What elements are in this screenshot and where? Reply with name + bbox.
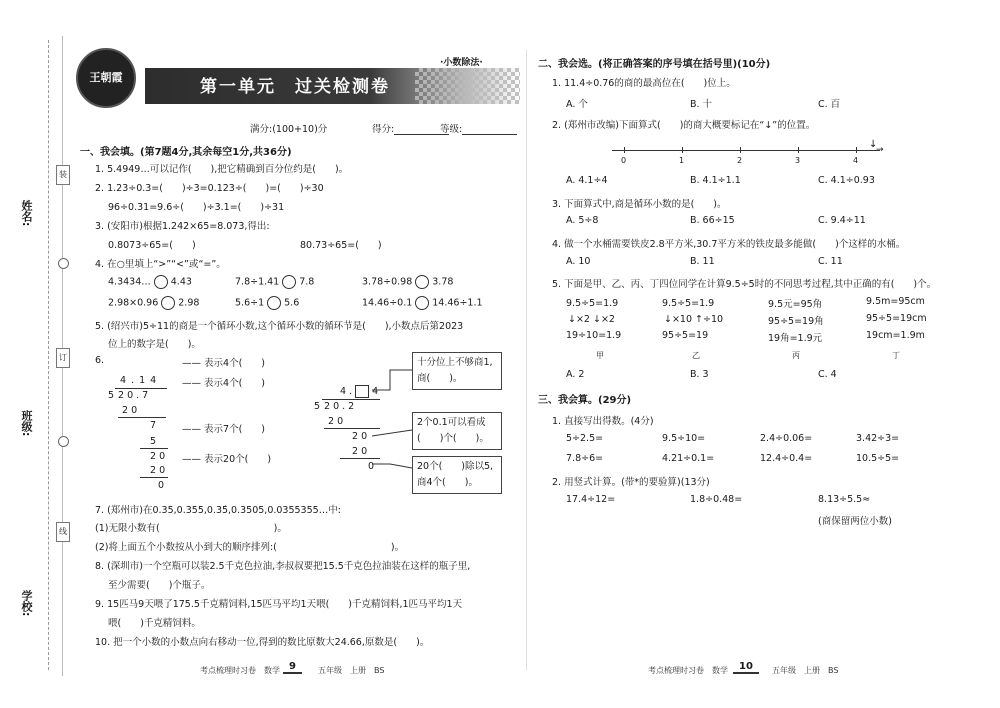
fill-q2a: 2. 1.23÷0.3=( )÷3=0.123÷( )=( )÷30 bbox=[95, 183, 324, 194]
method-line: 95÷5=19cm bbox=[866, 313, 927, 324]
calc-note: (商保留两位小数) bbox=[818, 516, 892, 527]
footer-left: 考点梳理时习卷 数学 bbox=[200, 666, 280, 675]
division-quotient: 4 . 1 4 bbox=[120, 375, 158, 386]
choice-option[interactable]: A. 个 bbox=[566, 99, 588, 110]
tick-label: 4 bbox=[853, 156, 859, 165]
method-arrow-label: ÷10 bbox=[703, 314, 724, 325]
division-step: 2 0 bbox=[122, 405, 138, 416]
answer-box[interactable] bbox=[355, 385, 369, 398]
division-step: 5 bbox=[150, 436, 157, 447]
division-step: 2 0 bbox=[352, 431, 368, 442]
compare-circle[interactable] bbox=[161, 296, 175, 310]
student-name: 乙 bbox=[692, 351, 700, 360]
compare-circle[interactable] bbox=[154, 275, 168, 289]
calc-q1: 1. 直接写出得数。(4分) bbox=[552, 416, 654, 427]
explain-box: 20个( )除以5,商4个( )。 bbox=[412, 456, 502, 494]
connector-lines bbox=[370, 360, 414, 470]
division-note-text: 表示7个( ) bbox=[204, 424, 265, 435]
method-arrow-label: ×2 bbox=[575, 314, 590, 325]
tick bbox=[682, 147, 683, 153]
choice-option[interactable]: A. 5÷8 bbox=[566, 215, 599, 226]
section-3-heading: 三、我会算。(29分) bbox=[538, 395, 632, 406]
compare-circle[interactable] bbox=[267, 296, 281, 310]
footer-right: 考点梳理时习卷 数学 bbox=[648, 666, 728, 675]
fill-q8b: 至少需要( )个瓶子。 bbox=[108, 580, 211, 591]
tick-label: 2 bbox=[737, 156, 743, 165]
division-note-text: 表示4个( ) bbox=[204, 378, 265, 389]
choice-q1: 1. 11.4÷0.76的商的最高位在( )位上。 bbox=[552, 78, 736, 89]
fill-q1: 1. 5.4949…可以记作( ),把它精确到百分位约是( )。 bbox=[95, 164, 349, 175]
method-line: 9.5m=95cm bbox=[866, 296, 925, 307]
binding-tag: 订 bbox=[56, 348, 70, 368]
student-name: 甲 bbox=[596, 351, 604, 360]
choice-option[interactable]: C. 百 bbox=[818, 99, 841, 110]
tick-label: 3 bbox=[795, 156, 801, 165]
calc-item: 3.42÷3= bbox=[856, 433, 900, 444]
compare-right: 14.46÷1.1 bbox=[432, 297, 483, 309]
choice-option[interactable]: A. 2 bbox=[566, 369, 585, 380]
division2-divisor: 5 bbox=[314, 401, 321, 412]
arrow-down-icon: → bbox=[876, 145, 884, 155]
student-name: 丁 bbox=[892, 351, 900, 360]
division-step: 2 0 bbox=[150, 451, 166, 462]
division-note-text: 表示20个( ) bbox=[204, 454, 272, 465]
grade-blank[interactable] bbox=[462, 124, 517, 135]
choice-option[interactable]: C. 9.4÷11 bbox=[818, 215, 866, 226]
division-note: —— 表示20个( ) bbox=[182, 454, 272, 465]
score-label bbox=[372, 121, 449, 135]
fill-q3a: 3. (安阳市)根据1.242×65=8.073,得出: bbox=[95, 221, 270, 232]
division2-dividend: 2 0 . 2 bbox=[324, 401, 355, 412]
compare-item bbox=[362, 275, 453, 289]
calc-q2: 2. 用竖式计算。(带*的要验算)(13分) bbox=[552, 477, 710, 488]
compare-item bbox=[108, 275, 192, 289]
choice-q3: 3. 下面算式中,商是循环小数的是( )。 bbox=[552, 199, 727, 210]
publisher-logo: 王朝霞 bbox=[76, 48, 136, 108]
fill-q7b: (2)将上面五个小数按从小到大的顺序排列:( )。 bbox=[95, 542, 405, 553]
division-step: 2 0 bbox=[150, 465, 166, 476]
compare-right: 7.8 bbox=[299, 276, 315, 288]
punch-hole bbox=[58, 258, 69, 269]
method-line: 9.5元=95角 bbox=[768, 299, 823, 310]
banner-pattern bbox=[415, 68, 520, 104]
choice-q2: 2. (郑州市改编)下面算式( )的商大概要标记在“↓”的位置。 bbox=[552, 120, 816, 131]
score-line: 满分:(100+10)分 bbox=[250, 124, 328, 135]
compare-circle[interactable] bbox=[282, 275, 296, 289]
calc-item: 9.5÷10= bbox=[662, 433, 706, 444]
method-line: 9.5÷5=1.9 bbox=[662, 298, 715, 309]
compare-item bbox=[108, 296, 199, 310]
grade-label bbox=[440, 121, 517, 135]
tick-label: 1 bbox=[679, 156, 685, 165]
compare-item bbox=[362, 296, 483, 310]
method-arrow: ↓×2 ↓×2 bbox=[568, 314, 615, 325]
vertical-calc-item: 1.8÷0.48= bbox=[690, 494, 743, 505]
page-divider bbox=[526, 50, 527, 670]
vertical-calc-item: 17.4÷12= bbox=[566, 494, 616, 505]
fill-q2b: 96÷0.31=9.6÷( )÷3.1=( )÷31 bbox=[108, 202, 285, 213]
page-title: 第一单元 过关检测卷 bbox=[200, 77, 390, 97]
calc-item: 10.5÷5= bbox=[856, 453, 900, 464]
division-note-text: 表示4个( ) bbox=[204, 358, 265, 369]
binding-dashed-line bbox=[48, 40, 50, 670]
fill-q10: 10. 把一个小数的小数点向右移动一位,得到的数比原数大24.66,原数是( )。 bbox=[95, 637, 430, 648]
page-number: 9 bbox=[283, 661, 302, 674]
fill-q7a: (1)无限小数有( )。 bbox=[95, 523, 287, 534]
method-arrow-label: ×10 bbox=[671, 314, 693, 325]
compare-circle[interactable] bbox=[415, 275, 429, 289]
score-label-text: 得分: bbox=[372, 124, 395, 135]
fill-q8a: 8. (深圳市)一个空瓶可以装2.5千克色拉油,李叔叔要把15.5千克色拉油装在这样的瓶子里, bbox=[95, 561, 471, 572]
choice-option[interactable]: B. 十 bbox=[690, 99, 713, 110]
tick bbox=[856, 147, 857, 153]
division2-quotient-text: 4 . bbox=[340, 386, 353, 397]
tick bbox=[624, 147, 625, 153]
page-number: 10 bbox=[733, 661, 759, 674]
choice-option[interactable]: C. 11 bbox=[818, 256, 843, 267]
compare-circle[interactable] bbox=[415, 296, 429, 310]
fill-q7: 7. (郑州市)在0.35,0.355,0.35̇,0.3505,0.0355355…中: bbox=[95, 505, 341, 516]
compare-left: 2.98×0.96 bbox=[108, 297, 159, 309]
school-label: 学校: bbox=[20, 590, 33, 617]
method-arrow-label: ×2 bbox=[600, 314, 615, 325]
division-bar bbox=[115, 388, 167, 389]
method-line: 95÷5=19 bbox=[662, 330, 709, 341]
footer-left-grade: 五年级 上册 BS bbox=[318, 666, 385, 675]
calc-item: 12.4÷0.4= bbox=[760, 453, 813, 464]
calc-item: 4.21÷0.1= bbox=[662, 453, 715, 464]
choice-option[interactable]: B. 66÷15 bbox=[690, 215, 735, 226]
fill-q9b: 喂( )千克精饲料。 bbox=[108, 618, 201, 629]
explain-box: 2个0.1可以看成( )个( )。 bbox=[412, 412, 502, 450]
choice-option[interactable]: A. 4.1÷4 bbox=[566, 175, 608, 186]
choice-option[interactable]: A. 10 bbox=[566, 256, 591, 267]
compare-left: 14.46÷0.1 bbox=[362, 297, 413, 309]
tick bbox=[798, 147, 799, 153]
method-line: 19cm=1.9m bbox=[866, 330, 925, 341]
choice-q5: 5. 下面是甲、乙、丙、丁四位同学在计算9.5÷5时的不同思考过程,其中正确的有( )个。 bbox=[552, 279, 937, 290]
calc-item: 7.8÷6= bbox=[566, 453, 604, 464]
method-line: 9.5÷5=1.9 bbox=[566, 298, 619, 309]
vertical-calc-item: 8.13÷5.5≈ bbox=[818, 494, 871, 505]
compare-item bbox=[235, 275, 314, 289]
choice-option[interactable]: B. 3 bbox=[690, 369, 709, 380]
compare-left: 3.78÷0.98 bbox=[362, 276, 413, 288]
compare-item bbox=[235, 296, 299, 310]
method-line: 19角=1.9元 bbox=[768, 333, 823, 344]
compare-left: 4.3434… bbox=[108, 276, 151, 288]
unit-tag: ·小数除法· bbox=[440, 58, 483, 68]
division-step: 2 0 bbox=[352, 446, 368, 457]
calc-item: 5÷2.5= bbox=[566, 433, 604, 444]
student-name: 丙 bbox=[792, 351, 800, 360]
fill-q5b: 位上的数字是( )。 bbox=[108, 339, 201, 350]
method-line: 19÷10=1.9 bbox=[566, 330, 622, 341]
number-line bbox=[612, 150, 880, 151]
compare-right: 2.98 bbox=[178, 297, 200, 309]
class-label: 班级: bbox=[20, 410, 33, 437]
division-note: —— 表示4个( ) bbox=[182, 378, 265, 389]
compare-left: 5.6÷1 bbox=[235, 297, 265, 309]
compare-right: 4.43 bbox=[170, 276, 192, 288]
calc-item: 2.4÷0.06= bbox=[760, 433, 813, 444]
tick bbox=[740, 147, 741, 153]
compare-right: 5.6 bbox=[284, 297, 300, 309]
choice-option[interactable]: B. 4.1÷1.1 bbox=[690, 175, 741, 186]
name-label: 姓名: bbox=[20, 200, 33, 227]
footer-right-grade: 五年级 上册 BS bbox=[772, 666, 839, 675]
tick-label: 0 bbox=[621, 156, 627, 165]
division-step: 2 0 bbox=[328, 416, 344, 427]
division-divisor: 5 bbox=[108, 390, 115, 401]
division-step: 0 bbox=[368, 461, 375, 472]
fill-q6: 6. bbox=[95, 355, 105, 366]
explain-box: 十分位上不够商1,商( )。 bbox=[412, 352, 502, 390]
choice-option[interactable]: C. 4 bbox=[818, 369, 837, 380]
choice-option[interactable]: C. 4.1÷0.93 bbox=[818, 175, 875, 186]
division-note: —— 表示4个( ) bbox=[182, 358, 265, 369]
division-step: 7 bbox=[150, 420, 157, 431]
binding-tag: 线 bbox=[56, 522, 70, 542]
division-step: 0 bbox=[158, 480, 165, 491]
fill-q3c: 80.73÷65=( ) bbox=[300, 240, 382, 251]
fill-q5a: 5. (绍兴市)5÷11的商是一个循环小数,这个循环小数的循环节是( ),小数点后第2023 bbox=[95, 321, 464, 332]
section-2-heading: 二、我会选。(将正确答案的序号填在括号里)(10分) bbox=[538, 59, 771, 70]
fill-q9a: 9. 15匹马9天喂了175.5千克精饲料,15匹马平均1天喂( )千克精饲料,1匹马平均1天 bbox=[95, 599, 463, 610]
section-1-heading: 一、我会填。(第7题4分,其余每空1分,共36分) bbox=[80, 147, 292, 158]
division-step-line bbox=[140, 448, 168, 449]
binding-tag: 装 bbox=[56, 165, 70, 185]
grade-label-text: 等级: bbox=[440, 124, 463, 135]
division-step-line bbox=[140, 477, 168, 478]
punch-hole bbox=[58, 436, 69, 447]
division-dividend: 2 0 . 7 bbox=[118, 390, 149, 401]
compare-left: 7.8÷1.41 bbox=[235, 276, 280, 288]
choice-q4: 4. 做一个水桶需要铁皮2.8平方米,30.7平方米的铁皮最多能做( )个这样的水桶。 bbox=[552, 239, 906, 250]
arrow-down-icon: ↓ bbox=[869, 139, 878, 150]
choice-option[interactable]: B. 11 bbox=[690, 256, 715, 267]
method-arrow: ↓×10 ↑÷10 bbox=[664, 314, 724, 325]
method-line: 95÷5=19角 bbox=[768, 316, 824, 327]
fill-q3b: 0.8073÷65=( ) bbox=[108, 240, 196, 251]
fill-q4: 4. 在○里填上“>”“<”或“=”。 bbox=[95, 259, 226, 270]
division-note: —— 表示7个( ) bbox=[182, 424, 265, 435]
compare-right: 3.78 bbox=[432, 276, 454, 288]
division2-quotient: 4 . 4 bbox=[340, 386, 379, 397]
division-step-line bbox=[118, 417, 166, 418]
